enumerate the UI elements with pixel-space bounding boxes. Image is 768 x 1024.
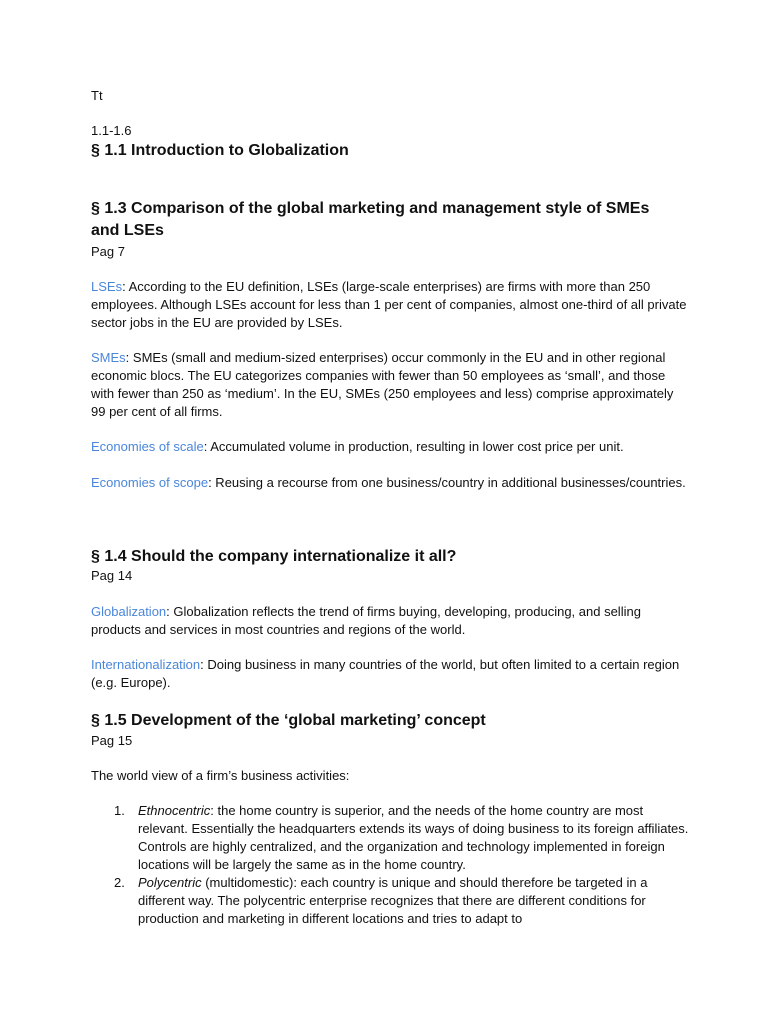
list-item-term-ethnocentric: Ethnocentric [138,803,211,818]
list-item-number: 1. [114,803,125,818]
heading-1-5: § 1.5 Development of the ‘global marketing’ concept [91,712,486,729]
term-internationalization: Internationalization [91,657,201,672]
page-ref-1-3: Pag 7 [91,244,125,259]
definition-internationalization [91,656,691,692]
heading-1-3: § 1.3 Comparison of the global marketing and management style of SMEs and LSEs [91,200,650,239]
list-item-text: (multidomestic): each country is unique and should therefore be targeted in a different way. The polycentric enterprise recognizes that there are different conditions for production and marketing in different locations and tries to adapt to [138,875,648,926]
header-tt: Tt [91,88,103,103]
list-item-term-polycentric: Polycentric [138,875,202,890]
list-item-text: : the home country is superior, and the needs of the home country are most relevant. Essentially the headquarters extends its ways of doing business to its foreign affiliates. Controls are highly centralized, and the organization and technology implemented in foreign locations will be largely the same as in the home country. [138,803,689,872]
section-range: 1.1-1.6 [91,123,132,138]
heading-1-1: § 1.1 Introduction to Globalization [91,142,349,159]
term-economies-of-scale: Economies of scale [91,439,204,454]
definition-internationalization-text: : Doing business in many countries of the world, but often limited to a certain region (e.g. Europe). [91,657,680,690]
definition-economies-of-scope [91,474,691,492]
definition-economies-of-scale-text: : Accumulated volume in production, resulting in lower cost price per unit. [203,439,624,454]
definition-smes [91,349,691,421]
list-item [91,802,691,874]
heading-1-4: § 1.4 Should the company internationalize it all? [91,548,457,565]
term-lses: LSEs [91,279,123,294]
definition-economies-of-scope-text: : Reusing a recourse from one business/country in additional businesses/countries. [208,475,686,490]
world-view-intro: The world view of a firm’s business activities: [91,768,350,783]
term-globalization: Globalization [91,604,167,619]
definition-smes-text: : SMEs (small and medium-sized enterprises) occur commonly in the EU and in other regional economic blocs. The EU categorizes companies with fewer than 50 employees as ‘small’, and those with fewer than 250 as ‘medium’. In the EU, SMEs (250 employees and less) comprise approximately 99 per cent of all firms. [91,350,674,419]
definition-lses-text: : According to the EU definition, LSEs (large-scale enterprises) are firms with more than 250 employees. Although LSEs account for less than 1 per cent of companies, almost one-third of all private sector jobs in the EU are provided by LSEs. [91,279,687,330]
term-economies-of-scope: Economies of scope [91,475,209,490]
definition-globalization [91,603,691,639]
definition-lses [91,278,691,332]
world-view-list [91,802,691,928]
page-ref-1-5: Pag 15 [91,733,133,748]
term-smes: SMEs [91,350,126,365]
definition-economies-of-scale [91,438,691,456]
page-ref-1-4: Pag 14 [91,568,133,583]
definition-globalization-text: : Globalization reflects the trend of firms buying, developing, producing, and selling products and services in most countries and regions of the world. [91,604,641,637]
list-item-number: 2. [114,875,125,890]
list-item [91,874,691,928]
